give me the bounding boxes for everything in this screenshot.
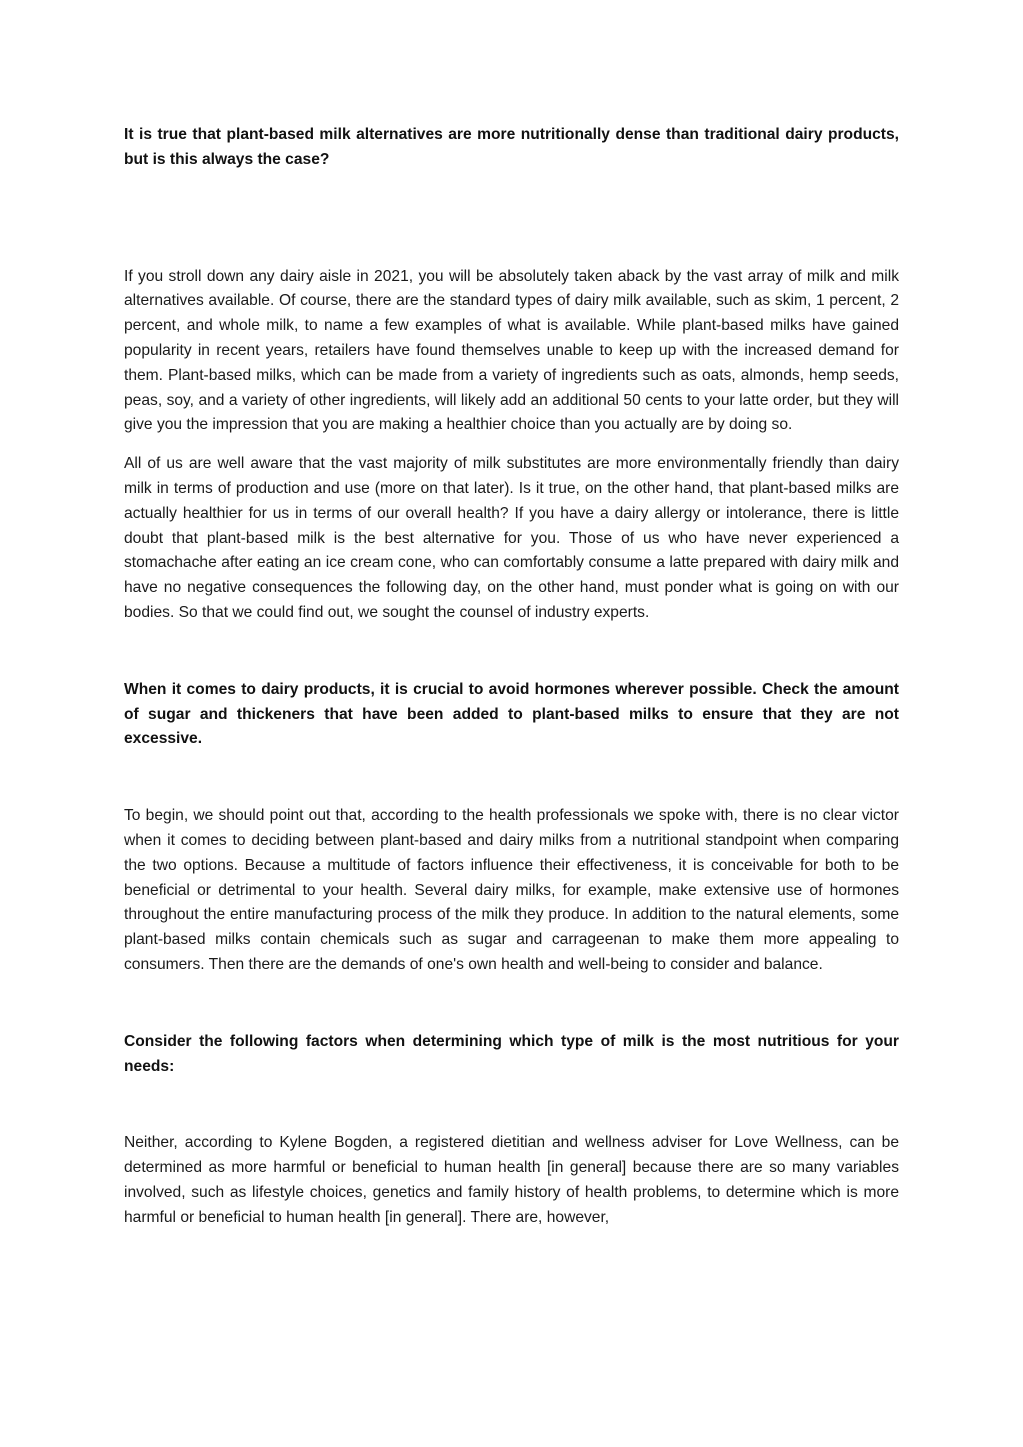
paragraph-no-clear-victor: To begin, we should point out that, according to the health professionals we spoke with, there is no clear victor when it comes to deciding between plant-based and dairy milks from a nutritional standpoint when comparing the two options. Because a multitude of factors influence their effectiveness, it is conceivable for both to be beneficial or detrimental to your health. Several dairy milks, for example, make extensive use of hormones throughout the entire manufacturing process of the milk they produce. In addition to the natural elements, some plant-based milks contain chemicals such as sugar and carrageenan to make them more appealing to consumers. Then there are the demands of one's own health and well-being to consider and balance.	[124, 807, 899, 973]
paragraph-environment-health: All of us are well aware that the vast majority of milk substitutes are more environmentally friendly than dairy milk in terms of production and use (more on that later). Is it true, on the other hand, that plant-based milks are actually healthier for us in terms of our overall health? If you have a dairy allergy or intolerance, there is little doubt that plant-based milk is the best alternative for you. Those of us who have never experienced a stomachache after eating an ice cream cone, who can comfortably consume a latte prepared with dairy milk and have no negative consequences the following day, on the other hand, must ponder what is going on with our bodies. So that we could find out, we sought the counsel of industry experts.	[124, 455, 899, 621]
paragraph-dairy-aisle: If you stroll down any dairy aisle in 2021, you will be absolutely taken aback by the vast array of milk and milk alternatives available. Of course, there are the standard types of dairy milk available, such as skim, 1 percent, 2 percent, and whole milk, to name a few examples of what is available. While plant-based milks have gained popularity in recent years, retailers have found themselves unable to keep up with the increased demand for them. Plant-based milks, which can be made from a variety of ingredients such as oats, almonds, hemp seeds, peas, soy, and a variety of other ingredients, will likely add an additional 50 cents to your latte order, but they will give you the impression that you are making a healthier choice than you actually are by doing so.	[124, 267, 899, 434]
heading-avoid-hormones: When it comes to dairy products, it is crucial to avoid hormones wherever possible. Check the amount of sugar and thickeners that have been added to plant-based milks to ensure that they are not excessive.	[124, 680, 899, 748]
heading-intro-question: It is true that plant-based milk alternatives are more nutritionally dense than traditional dairy products, but is this always the case?	[124, 126, 899, 168]
paragraph-kylene-bogden: Neither, according to Kylene Bogden, a registered dietitian and wellness adviser for Love Wellness, can be determined as more harmful or beneficial to human health [in general] because there are so many variables involved, such as lifestyle choices, genetics and family history of health problems, to determine which is more harmful or beneficial to human health [in general]. There are, however,	[124, 1134, 899, 1226]
document-body	[124, 123, 899, 1231]
heading-consider-factors: Consider the following factors when determining which type of milk is the most nutritious for your needs:	[124, 1032, 899, 1075]
